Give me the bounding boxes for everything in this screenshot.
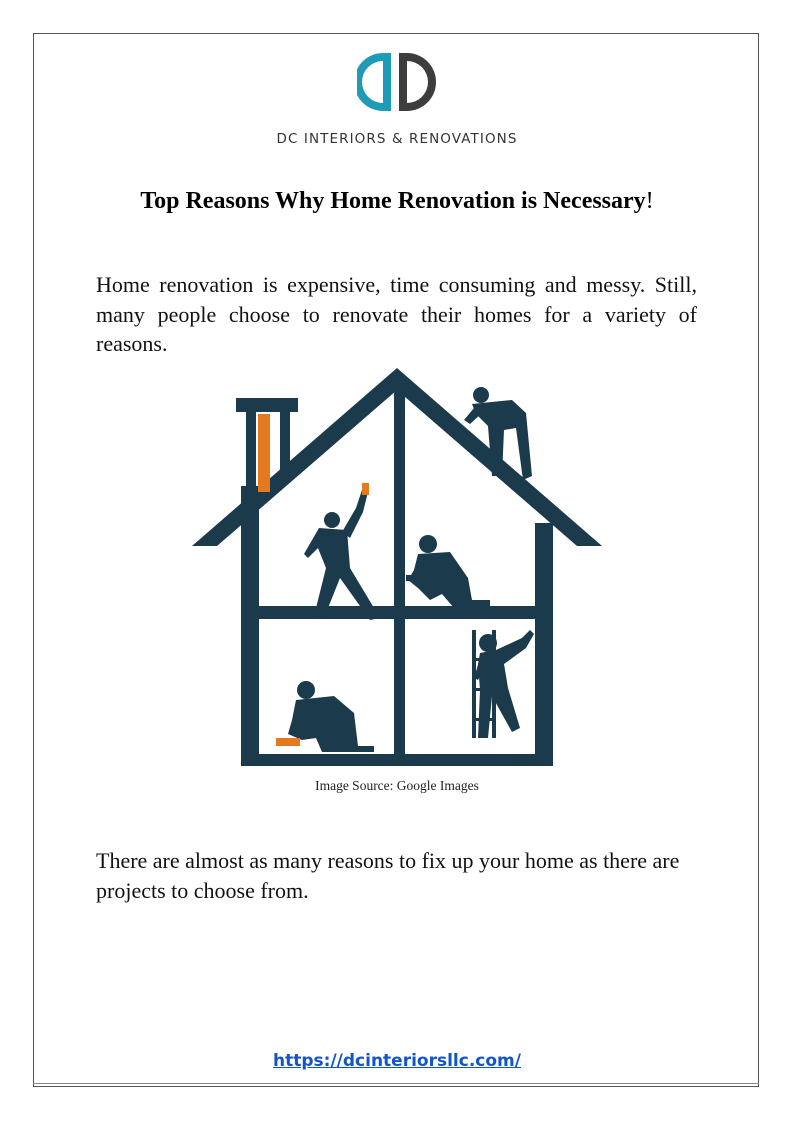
- dc-logo-icon: [357, 45, 437, 117]
- website-link[interactable]: https://dcinteriorsllc.com/: [273, 1051, 521, 1071]
- brand-name: DC INTERIORS & RENOVATIONS: [276, 131, 518, 147]
- title-text: Top Reasons Why Home Renovation is Necessary: [140, 188, 646, 214]
- closing-paragraph: There are almost as many reasons to fix up your home as there are projects to choose from.: [96, 848, 680, 903]
- image-caption: Image Source: Google Images: [315, 778, 479, 793]
- page-title: [0, 188, 794, 215]
- house-renovation-illustration: [192, 368, 602, 768]
- page-border-line: [33, 1083, 759, 1084]
- title-punctuation: !: [645, 188, 654, 214]
- intro-paragraph: Home renovation is expensive, time consuming and messy. Still, many people choose to renovate their homes for a variety of reasons.: [96, 272, 697, 356]
